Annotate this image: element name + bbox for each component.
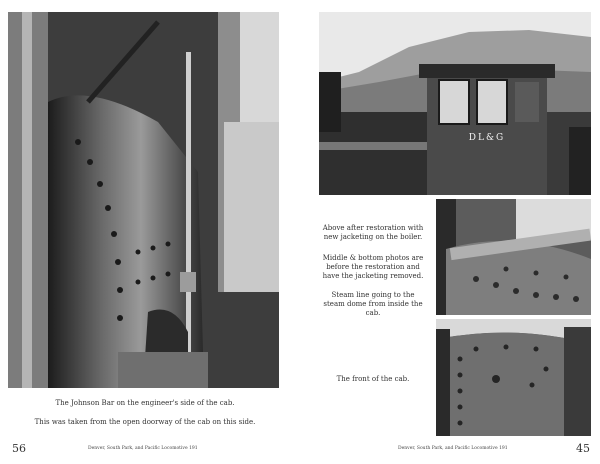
page-number-right: 45 — [576, 442, 590, 455]
cab-lettering: DL&G — [468, 133, 506, 143]
photo-steam-line — [436, 199, 591, 315]
photo-johnson-bar — [8, 12, 279, 388]
caption-after-restoration: Above after restoration with new jacketing on the boiler. — [322, 224, 424, 241]
right-page — [300, 0, 600, 464]
caption-steam-line: Steam line going to the steam dome from inside the cab. — [323, 291, 423, 317]
photo-restored-cab — [319, 12, 591, 195]
footer-left: Denver, South Park, and Pacific Locomotive 191 — [88, 446, 198, 451]
caption-middle-bottom: Middle & bottom photos are before the restoration and have the jacketing removed. — [322, 254, 424, 280]
photo-front-of-cab — [436, 319, 591, 436]
caption-open-doorway: This was taken from the open doorway of the cab on this side. — [34, 418, 256, 426]
caption-johnson-bar: The Johnson Bar on the engineer's side of the cab. — [55, 399, 235, 407]
page-number-left: 56 — [12, 442, 26, 455]
caption-front-of-cab: The front of the cab. — [336, 375, 410, 383]
footer-right: Denver, South Park, and Pacific Locomotive 191 — [398, 446, 508, 451]
